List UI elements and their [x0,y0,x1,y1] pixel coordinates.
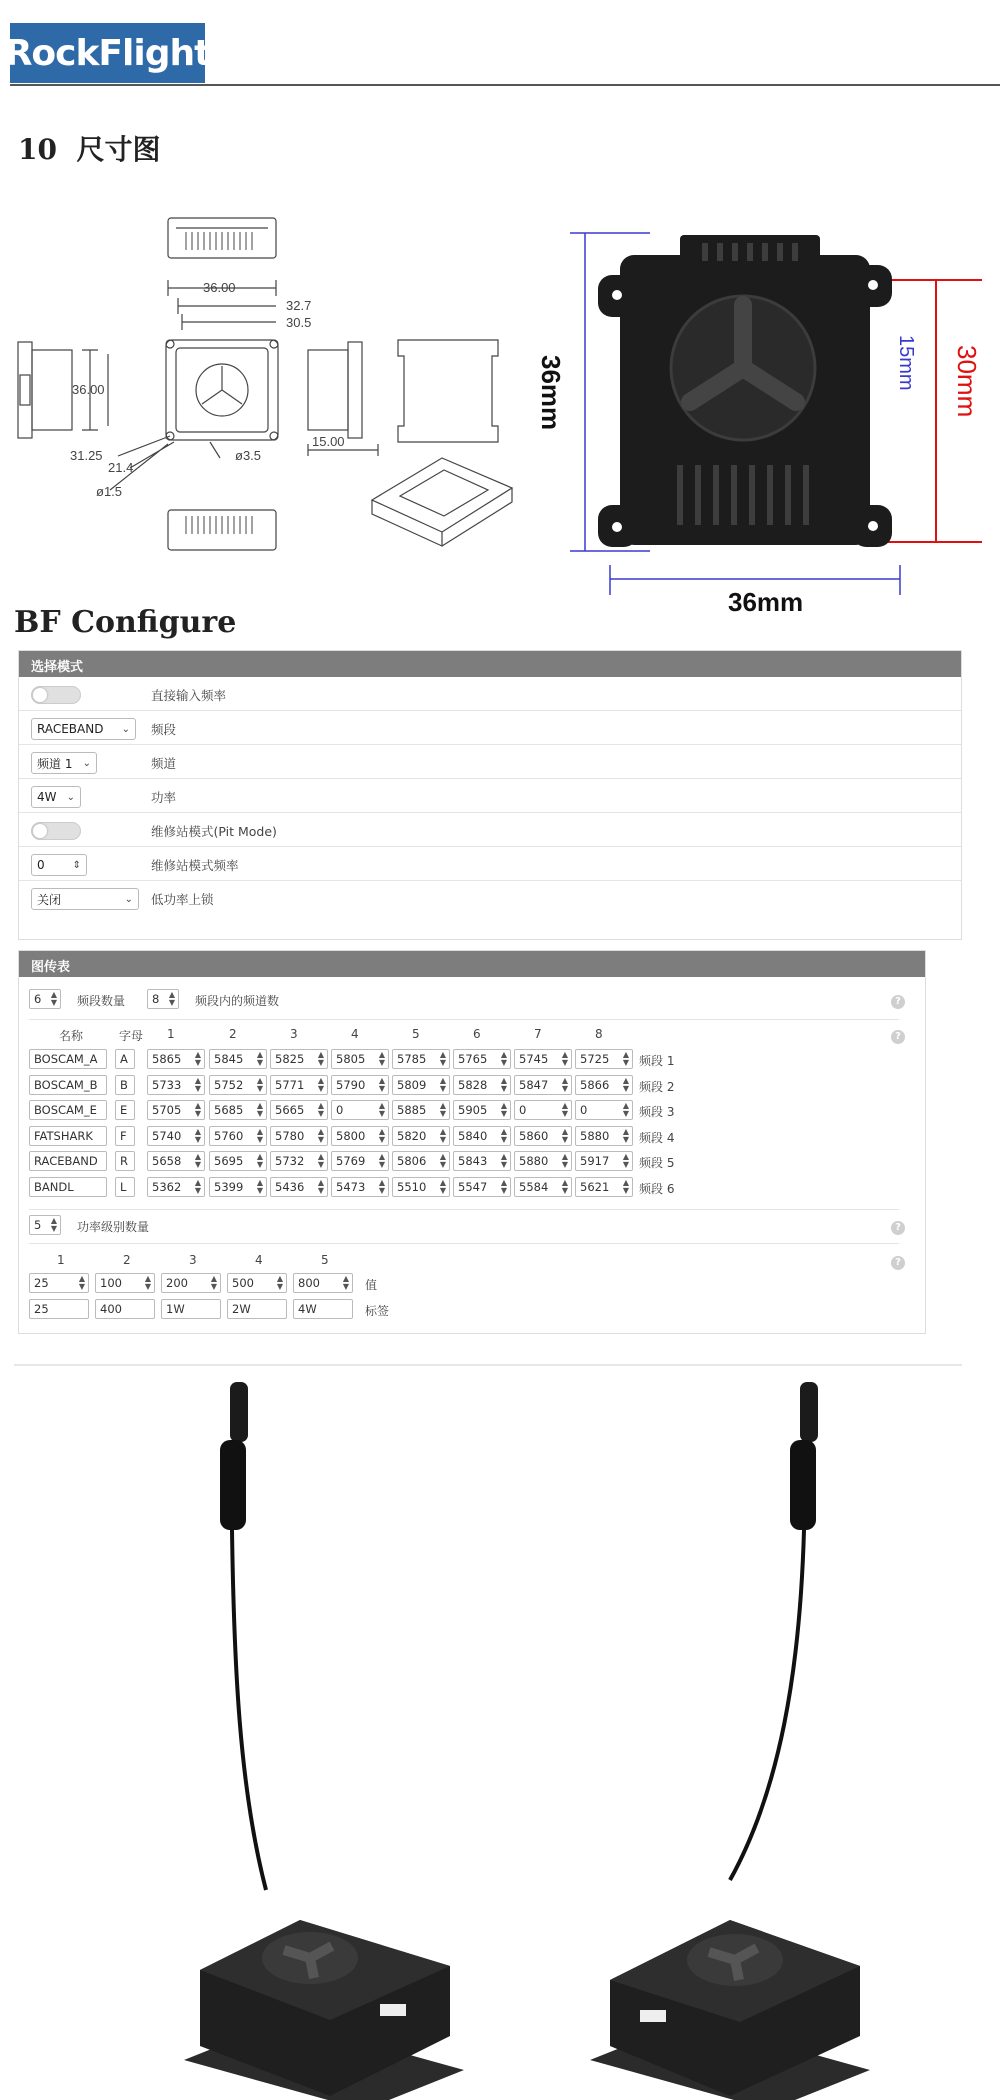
row-direct-freq [19,677,961,711]
row-power [19,779,961,813]
power-labels-label: 标签 [365,1304,390,1318]
row-pit-freq [19,847,961,881]
photo-height-label: 36mm [536,355,566,431]
channel-count-input[interactable] [147,989,179,1009]
row-band [19,711,961,745]
spinner-icon: ▲ ▼ [378,1101,385,1118]
channel-header: 1 [167,1027,175,1041]
band-freq-input[interactable] [147,1100,205,1120]
power-label-input[interactable]: 2W [227,1299,287,1319]
spinner-icon: ▲ ▼ [500,1126,507,1144]
freq-value: 5780 [275,1128,305,1143]
freq-value: 5840 [458,1128,488,1143]
power-value: 500 [232,1276,254,1290]
power-header: 4 [255,1253,263,1267]
band-tag: 频段 6 [639,1181,675,1196]
dim-width-36: 36.00 [203,280,236,295]
mode-panel [18,650,962,940]
freq-value: 5917 [580,1154,610,1168]
dimension-drawing [0,200,540,580]
band-freq-input[interactable] [453,1049,511,1069]
band-tag: 频段 4 [639,1130,675,1145]
vtx-table-title: 图传表 [19,951,925,977]
channel-count-value: 8 [152,992,160,1006]
power-label-input[interactable]: 400 [95,1299,155,1319]
power-value: 25 [34,1276,49,1290]
freq-value: 5905 [458,1103,488,1117]
spinner-icon: ▲ ▼ [194,1177,201,1195]
power-header: 5 [321,1253,329,1267]
band-freq-input[interactable] [270,1126,328,1146]
low-power-lock-label: 低功率上锁 [151,892,214,907]
freq-value: 5843 [458,1154,488,1168]
band-freq-input[interactable] [147,1075,205,1095]
spinner-icon: ▲ ▼ [439,1075,446,1093]
spinner-icon: ▲ ▼ [256,1126,263,1144]
band-freq-input[interactable] [392,1126,450,1146]
spinner-icon: ▲ ▼ [439,1126,446,1144]
power-header: 3 [189,1253,197,1267]
channel-header: 4 [351,1027,359,1041]
freq-value: 5665 [275,1103,305,1117]
spinner-icon: ▲ ▼ [439,1152,446,1169]
band-tag: 频段 1 [639,1054,675,1068]
band-freq-input[interactable] [147,1177,205,1197]
freq-value: 5828 [458,1077,488,1092]
spinner-icon: ▲ ▼ [256,1152,263,1169]
band-freq-input[interactable] [453,1151,511,1171]
spinner-icon: ▲ ▼ [194,1152,201,1169]
spinner-icon: ▲ ▼ [378,1152,385,1169]
spinner-icon: ▲ ▼ [317,1152,324,1169]
spinner-icon: ▲ ▼ [317,1126,324,1144]
freq-value: 5860 [519,1128,549,1143]
power-value: 100 [100,1276,122,1290]
band-tag: 频段 2 [639,1079,675,1094]
spinner-icon: ▲ ▼ [144,1274,151,1291]
channel-label: 频道 [151,756,177,771]
band-name-input[interactable]: BANDL [29,1177,107,1197]
spinner-icon: ▲ ▼ [500,1050,507,1067]
band-name-input[interactable]: BOSCAM_B [29,1075,107,1095]
band-letter-input[interactable]: B [115,1075,135,1095]
channel-select[interactable] [31,752,97,774]
freq-value: 5800 [336,1128,366,1143]
band-freq-input[interactable] [209,1126,267,1146]
freq-value: 5362 [152,1179,182,1194]
power-value: 200 [166,1276,188,1290]
spinner-icon: ▲ ▼ [317,1101,324,1118]
band-freq-input[interactable] [331,1100,389,1120]
power-count-label: 功率级别数量 [77,1220,150,1234]
band-letter-input[interactable]: A [115,1049,135,1069]
spinner-icon: ▲ ▼ [561,1126,568,1144]
freq-value: 5510 [397,1179,427,1194]
power-header: 1 [57,1253,65,1267]
spinner-icon: ▲ ▼ [622,1177,629,1195]
spinner-icon: ▲ ▼ [256,1075,263,1093]
band-freq-input[interactable] [514,1177,572,1197]
pit-mode-label: 维修站模式(Pit Mode) [151,824,277,839]
spinner-icon: ▲ ▼ [622,1152,629,1169]
band-freq-input[interactable] [147,1049,205,1069]
power-header: 2 [123,1253,131,1267]
channel-count-label: 频段内的频道数 [195,994,280,1008]
spinner-icon: ▲ ▼ [500,1152,507,1169]
spinner-icon: ▲ ▼ [561,1075,568,1093]
freq-value: 0 [519,1103,527,1117]
spinner-icon: ▲ ▼ [622,1101,629,1118]
spinner-icon: ▲ ▼ [317,1050,324,1067]
freq-value: 5745 [519,1052,549,1066]
dim-32-7: 32.7 [286,298,312,313]
vtx-photo-right [590,1382,870,2100]
freq-value: 5436 [275,1179,305,1194]
freq-value: 5705 [152,1103,182,1117]
spinner-icon: ▲ ▼ [256,1177,263,1195]
band-freq-input[interactable] [392,1177,450,1197]
divider [29,1209,899,1210]
low-power-lock-value: 关闭 [37,892,62,907]
band-freq-input[interactable] [331,1126,389,1146]
freq-value: 5866 [580,1077,610,1092]
freq-value: 5771 [275,1077,305,1092]
photo-mount-label: 30mm [952,345,982,418]
dim-hole-1-5: ø1.5 [96,484,123,499]
spinner-icon: ▲ ▼ [317,1075,324,1093]
vtx-photo-left [184,1382,464,2100]
spinner-icon: ▲ ▼ [439,1177,446,1195]
spinner-icon: ▲ ▼ [342,1274,349,1291]
freq-value: 5880 [519,1154,549,1168]
freq-value: 5695 [214,1154,244,1168]
spinner-icon: ▲ ▼ [317,1177,324,1195]
freq-value: 5790 [336,1077,366,1092]
freq-value: 5880 [580,1128,610,1143]
spinner-icon: ▲ ▼ [622,1126,629,1144]
pit-freq-value: 0 [37,858,45,872]
freq-value: 5658 [152,1154,182,1168]
freq-value: 5621 [580,1179,610,1194]
channel-select-value: 频道 1 [37,756,73,771]
dim-hole-3-5: ø3.5 [235,448,262,463]
band-freq-input[interactable] [147,1126,205,1146]
freq-value: 5825 [275,1052,305,1066]
channel-header: 3 [290,1027,298,1041]
band-name-input[interactable]: FATSHARK [29,1126,107,1146]
spinner-icon: ▲ ▼ [210,1274,217,1291]
pit-freq-input[interactable] [31,854,87,876]
band-letter-input[interactable]: L [115,1177,135,1197]
dim-15: 15.00 [312,434,345,449]
band-freq-input[interactable] [209,1049,267,1069]
freq-value: 5760 [214,1128,244,1143]
vtx-table-panel [18,950,926,1334]
power-value-input[interactable] [161,1273,221,1293]
band-name-input[interactable]: RACEBAND [29,1151,107,1171]
band-freq-input[interactable] [575,1177,633,1197]
band-tag: 频段 3 [639,1105,675,1119]
freq-value: 5733 [152,1077,182,1092]
photo-hole-label: 15mm [895,335,917,391]
spinner-icon: ▲ ▼ [561,1177,568,1195]
power-value-input[interactable] [29,1273,89,1293]
freq-value: 5805 [336,1052,366,1066]
spinner-icon: ▲ ▼ [194,1050,201,1067]
freq-value: 5885 [397,1103,427,1117]
band-freq-input[interactable] [575,1151,633,1171]
band-freq-input[interactable] [392,1049,450,1069]
band-freq-input[interactable] [392,1075,450,1095]
band-letter-input[interactable]: R [115,1151,135,1171]
dim-30-5: 30.5 [286,315,312,330]
freq-value: 5732 [275,1154,305,1168]
pit-mode-toggle[interactable] [31,822,81,840]
power-values-label: 值 [365,1278,378,1292]
power-label-input[interactable]: 4W [293,1299,353,1319]
spinner-icon: ▲ ▼ [78,1274,85,1291]
spinner-icon: ▲ ▼ [194,1075,201,1093]
spinner-icon: ▲ ▼ [622,1075,629,1093]
spinner-icon: ▲ ▼ [439,1101,446,1118]
divider [29,1019,899,1020]
col-letter-header: 字母 [119,1029,144,1043]
freq-value: 5845 [214,1052,244,1066]
band-freq-input[interactable] [514,1049,572,1069]
freq-value: 5584 [519,1179,549,1194]
band-tag: 频段 5 [639,1156,675,1170]
spinner-icon: ▲ ▼ [500,1101,507,1118]
band-freq-input[interactable] [270,1075,328,1095]
mode-panel-title: 选择模式 [19,651,961,677]
dim-31-25: 31.25 [70,448,103,463]
channel-header: 2 [229,1027,237,1041]
spinner-icon: ▲ ▼ [500,1075,507,1093]
band-freq-input[interactable] [331,1177,389,1197]
band-freq-input[interactable] [453,1177,511,1197]
dim-21-4: 21.4 [108,460,134,475]
chevron-down-icon: ⌄ [82,757,91,769]
band-count-value: 6 [34,992,42,1006]
band-freq-input[interactable] [575,1100,633,1120]
band-freq-input[interactable] [453,1075,511,1095]
spinner-icon: ▲ ▼ [378,1075,385,1093]
band-freq-input[interactable] [453,1100,511,1120]
channel-header: 7 [534,1027,542,1041]
freq-value: 5847 [519,1077,549,1092]
brand-logo: RockFlight [10,23,205,83]
band-freq-input[interactable] [514,1075,572,1095]
freq-value: 5765 [458,1052,488,1066]
band-freq-input[interactable] [209,1151,267,1171]
row-low-power-lock [19,881,961,915]
section-divider [14,1364,962,1366]
freq-value: 5809 [397,1077,427,1092]
product-dimension-photo [530,215,1000,615]
band-freq-input[interactable] [209,1177,267,1197]
freq-value: 5769 [336,1154,366,1168]
channel-header: 6 [473,1027,481,1041]
band-count-label: 频段数量 [77,994,126,1008]
freq-value: 5865 [152,1052,182,1066]
band-name-input[interactable]: BOSCAM_E [29,1100,107,1120]
section-title [18,128,160,168]
band-freq-input[interactable] [575,1126,633,1146]
spinner-icon: ▲ ▼ [378,1177,385,1195]
band-freq-input[interactable] [270,1177,328,1197]
band-freq-input[interactable] [331,1075,389,1095]
spinner-icon: ⇕ [72,859,81,871]
help-icon[interactable]: ? [891,1256,905,1270]
spinner-icon: ▲ ▼ [194,1126,201,1144]
power-value-input[interactable] [227,1273,287,1293]
direct-freq-label: 直接输入频率 [151,688,227,703]
spinner-icon: ▲ ▼ [500,1177,507,1195]
spinner-icon: ▲ ▼ [561,1101,568,1118]
freq-value: 5399 [214,1179,244,1194]
col-name-header: 名称 [59,1029,84,1043]
band-freq-input[interactable] [575,1075,633,1095]
freq-value: 5473 [336,1179,366,1194]
power-count-value: 5 [34,1218,42,1232]
freq-value: 5806 [397,1154,427,1168]
dim-height-36: 36.00 [72,382,105,397]
power-value-input[interactable] [95,1273,155,1293]
band-freq-input[interactable] [147,1151,205,1171]
product-photos [0,1370,1000,2100]
power-label-input[interactable]: 25 [29,1299,89,1319]
spinner-icon: ▲ ▼ [168,990,175,1007]
band-freq-input[interactable] [392,1151,450,1171]
spinner-icon: ▲ ▼ [256,1101,263,1118]
channel-header: 5 [412,1027,420,1041]
band-letter-input[interactable]: F [115,1126,135,1146]
power-select-value: 4W [37,790,57,804]
spinner-icon: ▲ ▼ [439,1050,446,1067]
help-icon[interactable]: ? [891,1030,905,1044]
freq-value: 5820 [397,1128,427,1143]
help-icon[interactable]: ? [891,995,905,1009]
spinner-icon: ▲ ▼ [256,1050,263,1067]
section-heading: 尺寸图 [76,133,161,166]
channel-header: 8 [595,1027,603,1041]
pit-freq-label: 维修站模式频率 [151,858,239,873]
band-label: 频段 [151,722,177,737]
chevron-down-icon: ⌄ [124,893,133,905]
header-divider [10,84,1000,86]
band-freq-input[interactable] [209,1100,267,1120]
band-name-input[interactable]: BOSCAM_A [29,1049,107,1069]
freq-value: 5547 [458,1179,488,1194]
band-freq-input[interactable] [514,1151,572,1171]
band-select[interactable] [31,718,136,740]
band-freq-input[interactable] [270,1100,328,1120]
band-freq-input[interactable] [453,1126,511,1146]
low-power-lock-select[interactable] [31,888,139,910]
power-label-input[interactable]: 1W [161,1299,221,1319]
row-pit-mode [19,813,961,847]
power-select[interactable] [31,786,81,808]
freq-value: 5785 [397,1052,427,1066]
band-count-input[interactable] [29,989,61,1009]
band-freq-input[interactable] [270,1049,328,1069]
power-value-input[interactable] [293,1273,353,1293]
band-freq-input[interactable] [514,1126,572,1146]
freq-value: 5725 [580,1052,610,1066]
freq-value: 5752 [214,1077,244,1092]
band-freq-input[interactable] [331,1151,389,1171]
power-label: 功率 [151,790,177,805]
power-value: 800 [298,1276,320,1290]
help-icon[interactable]: ? [891,1221,905,1235]
spinner-icon: ▲ ▼ [378,1126,385,1144]
chevron-down-icon: ⌄ [66,791,75,803]
band-freq-input[interactable] [270,1151,328,1171]
bf-configure-heading: BF Configure [14,605,237,640]
spinner-icon: ▲ ▼ [50,990,57,1007]
freq-value: 5685 [214,1103,244,1117]
band-select-value: RACEBAND [37,722,104,736]
spinner-icon: ▲ ▼ [561,1050,568,1067]
freq-value: 0 [580,1103,588,1117]
spinner-icon: ▲ ▼ [276,1274,283,1291]
section-number: 10 [18,133,57,166]
photo-width-label: 36mm [728,587,804,615]
band-freq-input[interactable] [209,1075,267,1095]
power-count-input[interactable] [29,1215,61,1235]
spinner-icon: ▲ ▼ [194,1101,201,1118]
freq-value: 5740 [152,1128,182,1143]
band-freq-input[interactable] [514,1100,572,1120]
spinner-icon: ▲ ▼ [50,1216,57,1233]
freq-value: 0 [336,1103,344,1117]
band-freq-input[interactable] [392,1100,450,1120]
spinner-icon: ▲ ▼ [378,1050,385,1067]
band-letter-input[interactable]: E [115,1100,135,1120]
band-freq-input[interactable] [331,1049,389,1069]
direct-freq-toggle[interactable] [31,686,81,704]
row-channel [19,745,961,779]
divider [29,1243,899,1244]
chevron-down-icon: ⌄ [121,723,130,735]
band-freq-input[interactable] [575,1049,633,1069]
spinner-icon: ▲ ▼ [622,1050,629,1067]
spinner-icon: ▲ ▼ [561,1152,568,1169]
